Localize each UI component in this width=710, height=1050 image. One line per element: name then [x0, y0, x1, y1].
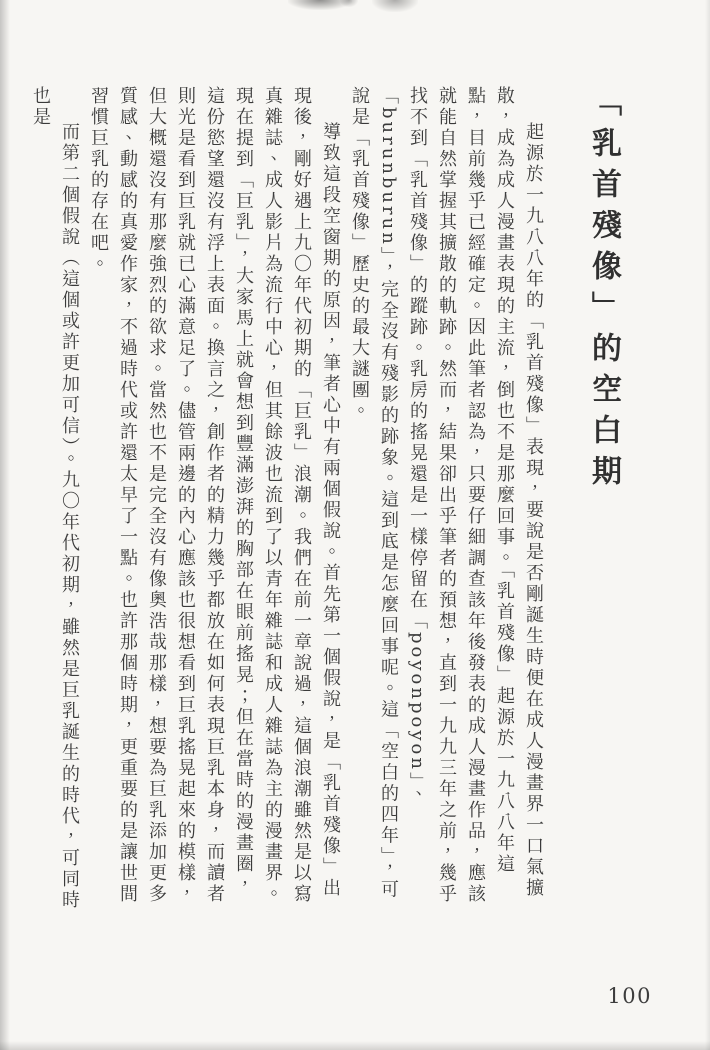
chapter-title: 「乳首殘像」的空白期 — [586, 86, 621, 496]
paragraph-2: 導致這段空窗期的原因，筆者心中有兩個假說。首先第一個假說，是「乳首殘像」出現後，剛好遇上九〇年代初期的「巨乳」浪潮。我們在前一章說過，這個浪潮雖然是以寫真雜誌、成人影片為流行中心，但其餘波也流到了以青年雜誌和成人雜誌為主的漫畫界。現在提到「巨乳」，大家馬上就會想到豐滿澎湃的胸部在眼前搖晃；但在當時的漫畫圈，這份慾望還沒有浮上表面。換言之，創作者的精力幾乎都放在如何表現巨乳本身，而讀者則光是看到巨乳就已心滿意足了。儘管兩邊的內心應該也很想看到巨乳搖晃起來的模樣，但大概還沒有那麼強烈的欲求。當然也不是完全沒有像奧浩哉那樣，想要為巨乳添加更多質感、動感的真愛作家，不過時代或許還太早了一點。也許那個時期，更重要的是讓世間習慣巨乳的存在吧。 — [88, 86, 341, 905]
scan-smudge — [288, 0, 352, 10]
page-content — [26, 86, 624, 914]
page-number: 100 — [607, 984, 652, 1008]
scan-edge-shadow-bottom — [0, 1041, 710, 1050]
scan-edge-shadow-left — [0, 0, 10, 1050]
body-text — [26, 86, 548, 914]
scan-smudge — [372, 0, 418, 12]
paragraph-1: 起源於一九八八年的「乳首殘像」表現，要說是否剛誕生時便在成人漫畫界一口氣擴散，成為成人漫畫表現的主流，倒也不是那麼回事。「乳首殘像」起源於一九八八年這點，目前幾乎已經確定。因此筆者認為，只要仔細調查該年後發表的成人漫畫作品，應該就能自然掌握其擴散的軌跡。然而，結果卻出乎筆者的預想，直到一九九三年之前，幾乎找不到「乳首殘像」的蹤跡。乳房的搖晃還是一樣停留在「poyonpoyon」、「burunburun」，完全沒有殘影的跡象。這到底是怎麼回事呢。這「空白的四年」，可說是「乳首殘像」歷史的最大謎團。 — [349, 86, 544, 905]
paragraph-3: 而第二個假說（這個或許更加可信）。九〇年代初期，雖然是巨乳誕生的時代，可同時也是 — [30, 86, 80, 911]
scan-edge-shadow-right — [705, 0, 710, 1050]
scan-smudge — [340, 0, 358, 7]
